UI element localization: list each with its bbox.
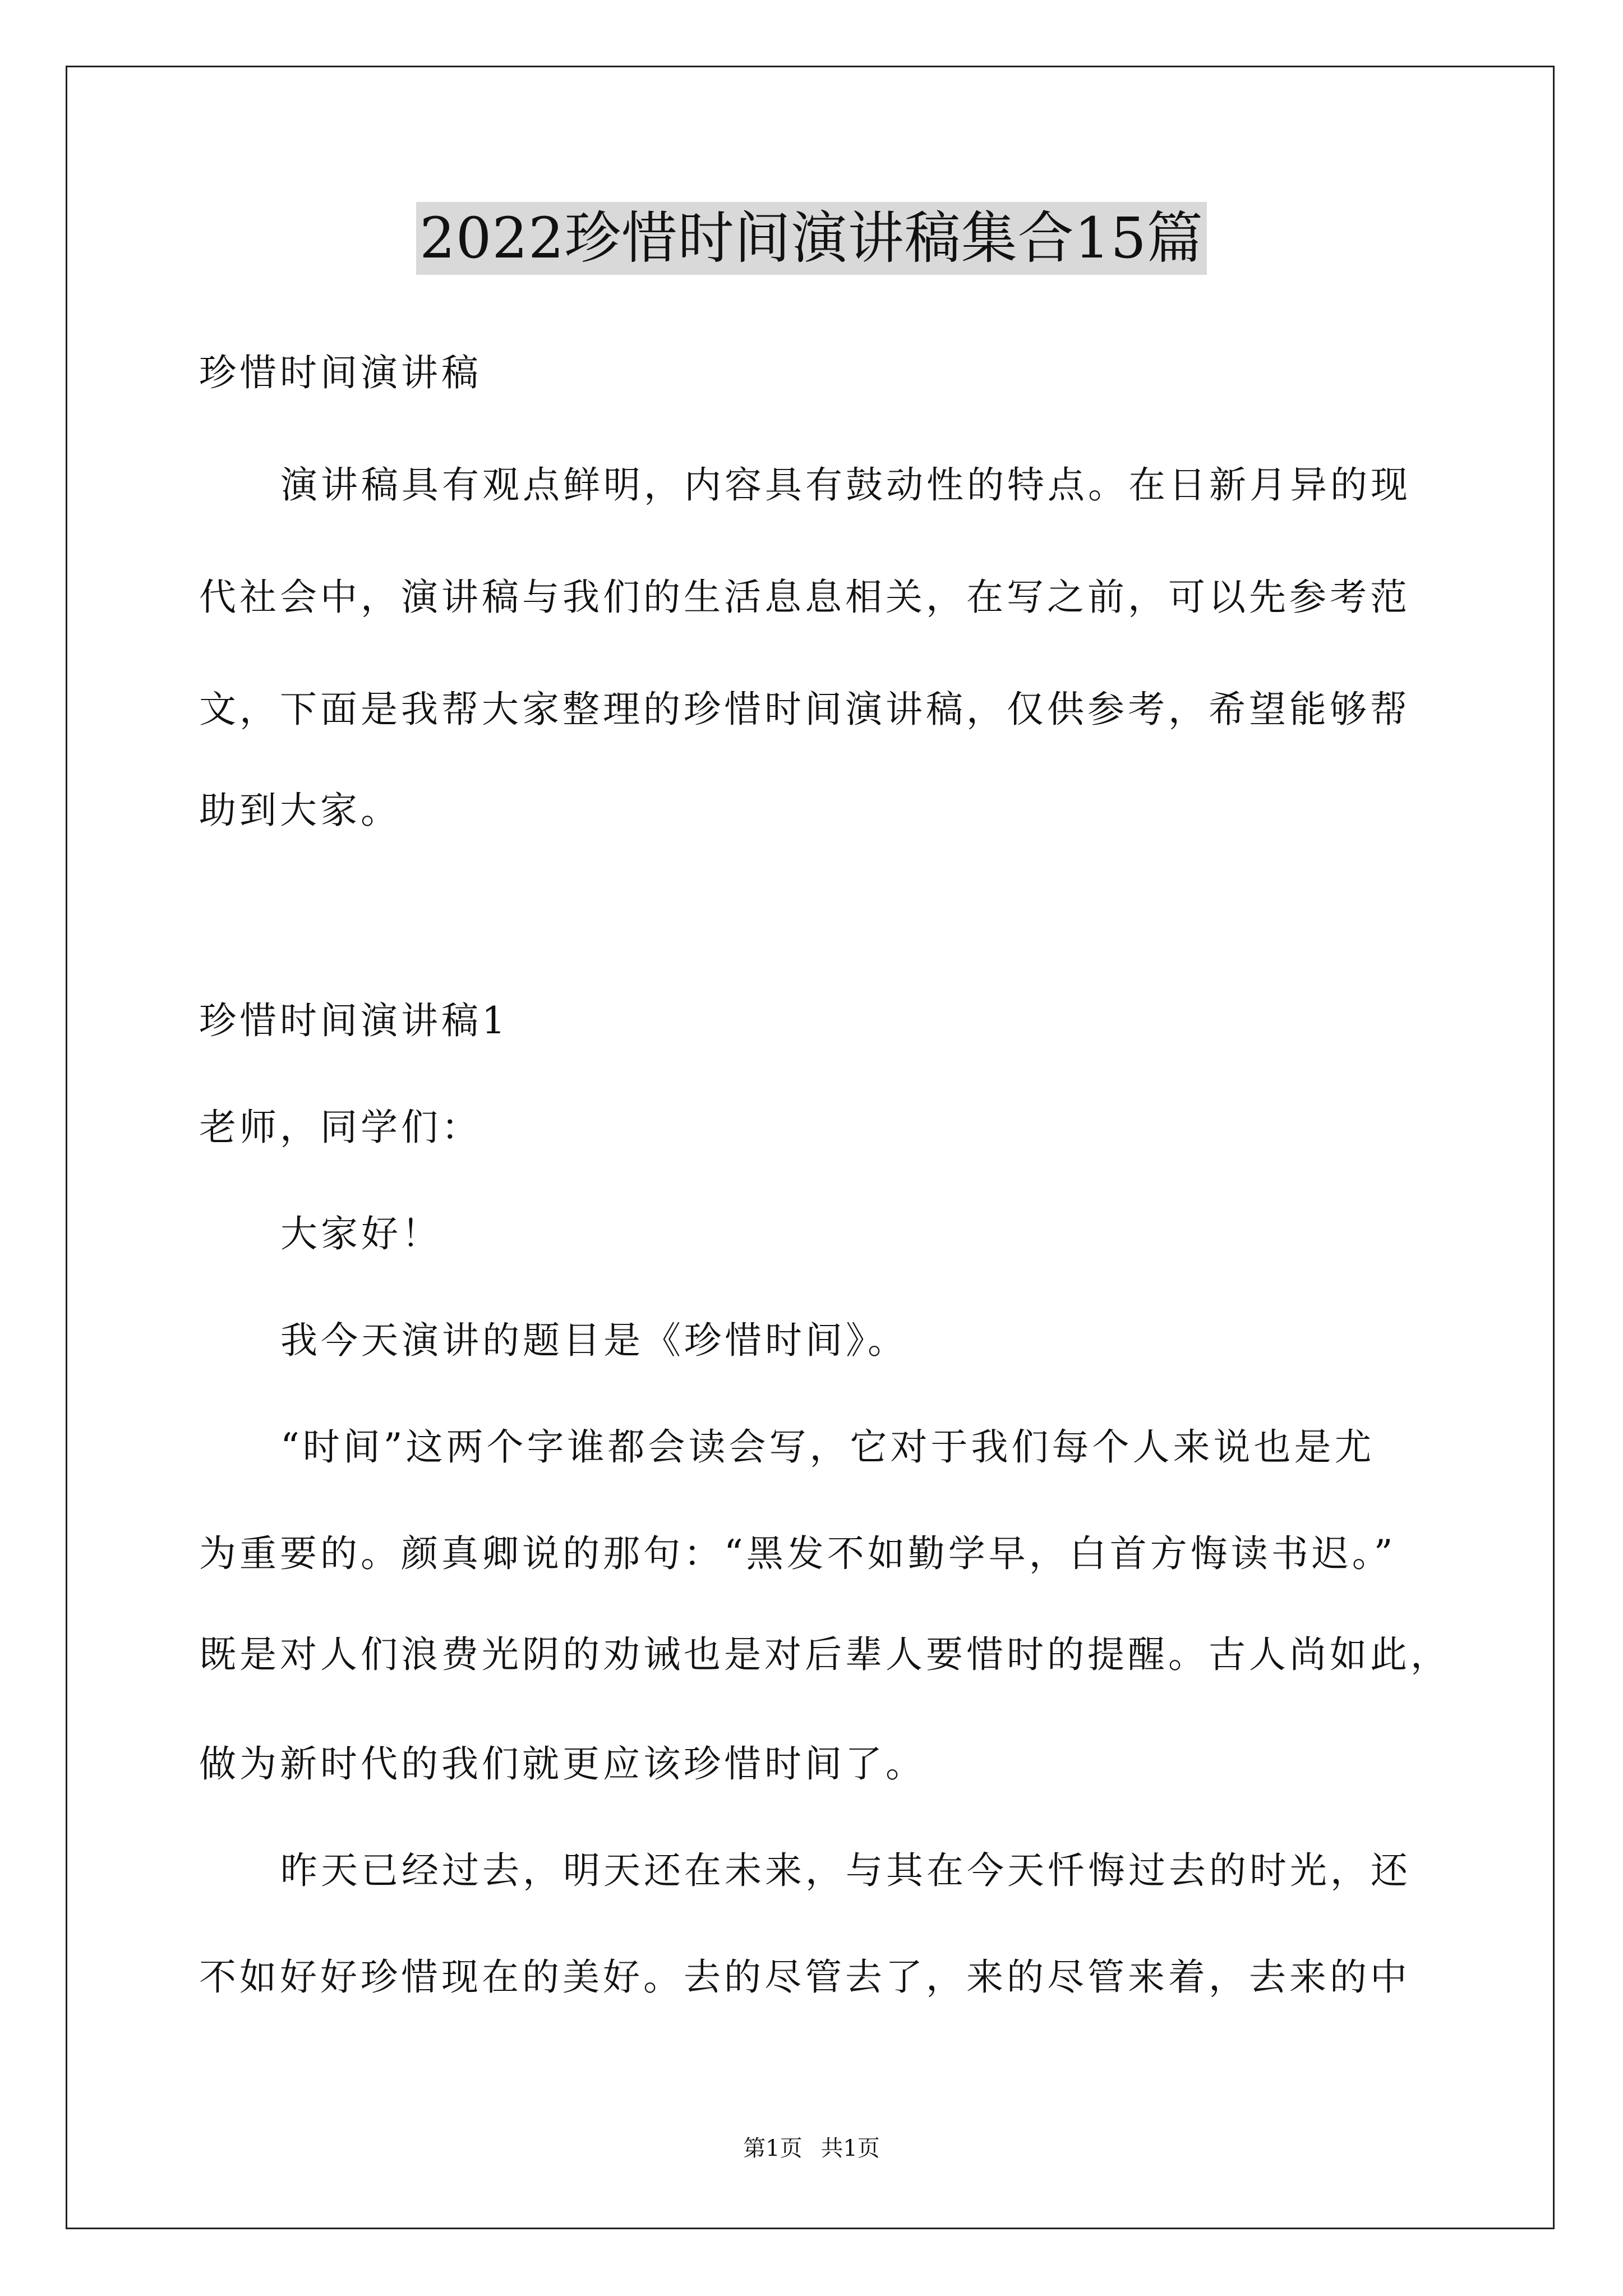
paragraph-line: 文，下面是我帮大家整理的珍惜时间演讲稿，仅供参考，希望能够帮 bbox=[199, 688, 1410, 731]
page-number: 第1页 bbox=[743, 2136, 803, 2161]
paragraph-line: 演讲稿具有观点鲜明，内容具有鼓动性的特点。在日新月异的现 bbox=[280, 463, 1411, 507]
salutation: 老师，同学们： bbox=[199, 1106, 482, 1149]
paragraph-line: 我今天演讲的题目是《珍惜时间》。 bbox=[280, 1319, 908, 1362]
paragraph-line: 做为新时代的我们就更应该珍惜时间了。 bbox=[199, 1742, 926, 1786]
title-container bbox=[0, 202, 1623, 275]
paragraph-line: 代社会中，演讲稿与我们的生活息息相关，在写之前，可以先参考范 bbox=[199, 576, 1410, 619]
paragraph-line: 既是对人们浪费光阴的劝诫也是对后辈人要惜时的提醒。古人尚如此， bbox=[199, 1633, 1451, 1676]
section-heading: 珍惜时间演讲稿 bbox=[199, 351, 482, 394]
paragraph-line: 为重要的。颜真卿说的那句：“黑发不如勤学早，白首方悔读书迟。” bbox=[199, 1532, 1396, 1575]
page-total: 共1页 bbox=[820, 2136, 880, 2161]
paragraph-line: 不如好好珍惜现在的美好。去的尽管去了，来的尽管来着，去来的中 bbox=[199, 1955, 1410, 1999]
paragraph-line: 大家好！ bbox=[280, 1212, 442, 1255]
paragraph-line: 助到大家。 bbox=[199, 789, 401, 832]
document-title: 2022珍惜时间演讲稿集合15篇 bbox=[416, 202, 1207, 275]
paragraph-line: 昨天已经过去，明天还在未来，与其在今天忏悔过去的时光，还 bbox=[280, 1849, 1411, 1892]
page-footer bbox=[0, 2133, 1623, 2164]
section-heading: 珍惜时间演讲稿1 bbox=[199, 999, 509, 1042]
paragraph-line: “时间”这两个字谁都会读会写，它对于我们每个人来说也是尤 bbox=[280, 1425, 1375, 1469]
